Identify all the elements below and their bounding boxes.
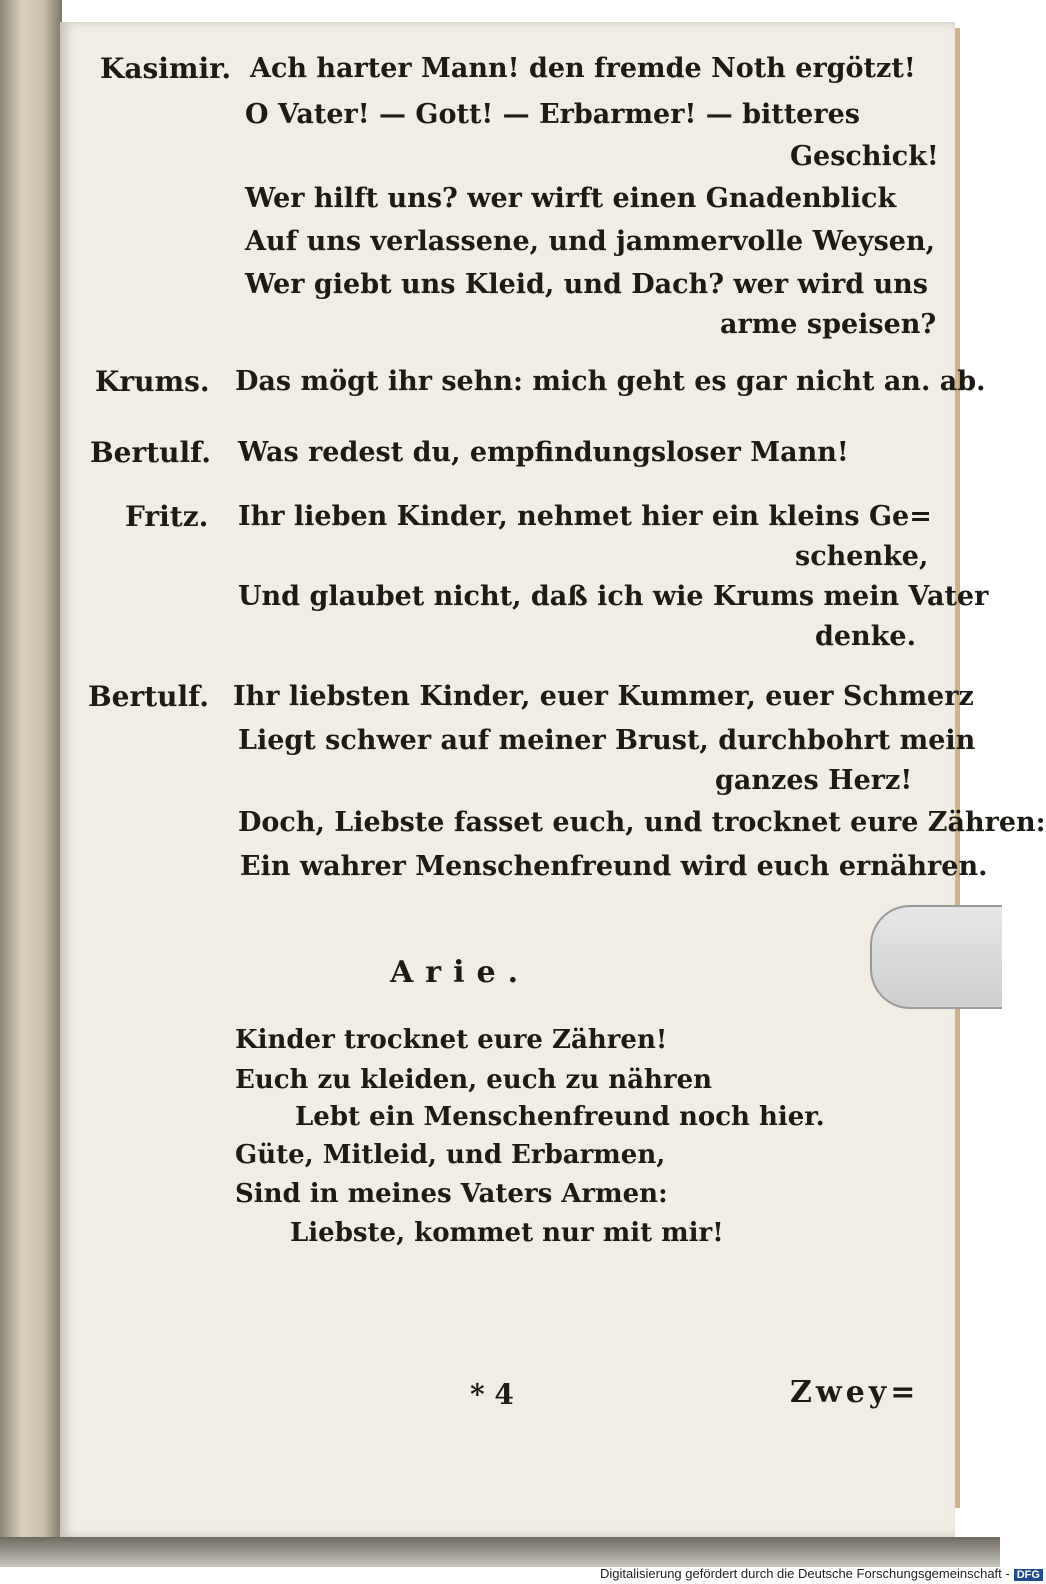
- dfg-logo: DFG: [1014, 1569, 1043, 1581]
- verse-line: Auf uns verlassene, und jammervolle Weysen,: [245, 226, 936, 257]
- aria-line: Liebste, kommet nur mit mir!: [290, 1218, 724, 1248]
- book-left-edge: [0, 0, 62, 1540]
- verse-line: Das mögt ihr sehn: mich geht es gar nicht an. ab.: [235, 366, 986, 397]
- verse-line: O Vater! — Gott! — Erbarmer! — bitteres: [245, 99, 860, 130]
- bottom-shadow: [0, 1537, 1000, 1567]
- verse-line: Wer giebt uns Kleid, und Dach? wer wird uns: [245, 269, 928, 300]
- aria-line: Euch zu kleiden, euch zu nähren: [235, 1065, 713, 1095]
- footer-credit: [600, 1566, 1043, 1581]
- page-tab-marker: [870, 905, 1002, 1009]
- verse-line: schenke,: [795, 541, 929, 572]
- speaker-name: Fritz.: [125, 500, 209, 533]
- verse-line: Doch, Liebste fasset euch, und trocknet eure Zähren:: [238, 807, 1046, 838]
- speaker-name: Bertulf.: [90, 436, 211, 469]
- verse-line: Und glaubet nicht, daß ich wie Krums mein Vater: [238, 581, 989, 612]
- aria-line: Kinder trocknet eure Zähren!: [235, 1025, 668, 1055]
- footer-text: Digitalisierung gefördert durch die Deutsche Forschungsgemeinschaft -: [600, 1566, 1010, 1581]
- verse-line: Geschick!: [790, 141, 939, 172]
- verse-line: ganzes Herz!: [715, 765, 913, 796]
- aria-line: Sind in meines Vaters Armen:: [235, 1179, 668, 1209]
- verse-line: Ein wahrer Menschenfreund wird euch ernähren.: [240, 851, 988, 882]
- speaker-name: Bertulf.: [88, 680, 209, 713]
- verse-line: Ihr liebsten Kinder, euer Kummer, euer Schmerz: [233, 681, 974, 712]
- verse-line: Wer hilft uns? wer wirft einen Gnadenblick: [245, 183, 897, 214]
- verse-line: Was redest du, empfindungsloser Mann!: [238, 437, 849, 468]
- verse-line: Ihr lieben Kinder, nehmet hier ein kleins Ge=: [238, 501, 932, 532]
- aria-line: Lebt ein Menschenfreund noch hier.: [295, 1102, 825, 1132]
- speaker-name: Kasimir.: [100, 52, 232, 85]
- verse-line: denke.: [815, 621, 916, 652]
- page-number: * 4: [470, 1378, 514, 1411]
- verse-line: Ach harter Mann! den fremde Noth ergötzt!: [250, 53, 916, 84]
- verse-line: Liegt schwer auf meiner Brust, durchbohrt mein: [238, 725, 976, 756]
- speaker-name: Krums.: [95, 365, 210, 398]
- verse-line: arme speisen?: [720, 309, 937, 340]
- aria-title: Arie.: [390, 955, 531, 990]
- aria-line: Güte, Mitleid, und Erbarmen,: [235, 1140, 666, 1170]
- catchword: Zwey=: [790, 1375, 920, 1410]
